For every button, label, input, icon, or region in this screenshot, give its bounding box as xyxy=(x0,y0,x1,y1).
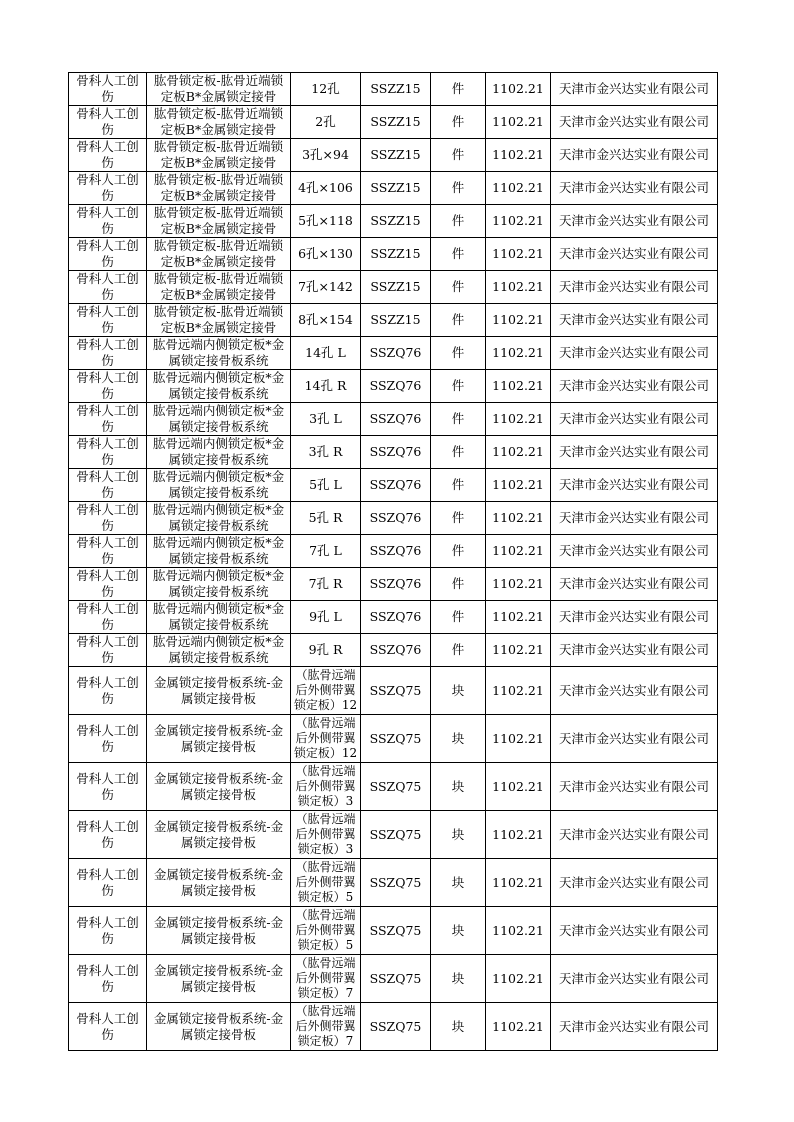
company-cell: 天津市金兴达实业有限公司 xyxy=(551,502,718,535)
product-name-cell: 肱骨锁定板-肱骨近端锁定板B*金属锁定接骨 xyxy=(147,238,291,271)
price-cell: 1102.21 xyxy=(486,1003,551,1051)
code-cell: SSZQ76 xyxy=(361,502,431,535)
code-cell: SSZZ15 xyxy=(361,238,431,271)
product-name-cell: 金属锁定接骨板系统-金属锁定接骨板 xyxy=(147,955,291,1003)
code-cell: SSZZ15 xyxy=(361,205,431,238)
category-cell: 骨科人工创伤 xyxy=(69,271,147,304)
product-name-cell: 肱骨远端内侧锁定板*金属锁定接骨板系统 xyxy=(147,370,291,403)
table-row xyxy=(69,568,718,601)
unit-cell: 件 xyxy=(431,172,486,205)
table-row xyxy=(69,715,718,763)
category-cell: 骨科人工创伤 xyxy=(69,73,147,106)
category-cell: 骨科人工创伤 xyxy=(69,763,147,811)
spec-cell: （肱骨远端后外侧带翼锁定板）3 xyxy=(291,763,361,811)
product-name-cell: 金属锁定接骨板系统-金属锁定接骨板 xyxy=(147,859,291,907)
unit-cell: 件 xyxy=(431,304,486,337)
spec-cell: 14孔 L xyxy=(291,337,361,370)
code-cell: SSZQ75 xyxy=(361,1003,431,1051)
code-cell: SSZQ76 xyxy=(361,469,431,502)
unit-cell: 件 xyxy=(431,370,486,403)
company-cell: 天津市金兴达实业有限公司 xyxy=(551,859,718,907)
code-cell: SSZZ15 xyxy=(361,172,431,205)
product-name-cell: 金属锁定接骨板系统-金属锁定接骨板 xyxy=(147,667,291,715)
spec-cell: （肱骨远端后外侧带翼锁定板）7 xyxy=(291,955,361,1003)
product-name-cell: 肱骨锁定板-肱骨近端锁定板B*金属锁定接骨 xyxy=(147,304,291,337)
product-name-cell: 金属锁定接骨板系统-金属锁定接骨板 xyxy=(147,1003,291,1051)
category-cell: 骨科人工创伤 xyxy=(69,1003,147,1051)
code-cell: SSZQ75 xyxy=(361,715,431,763)
category-cell: 骨科人工创伤 xyxy=(69,634,147,667)
product-name-cell: 肱骨锁定板-肱骨近端锁定板B*金属锁定接骨 xyxy=(147,139,291,172)
code-cell: SSZQ76 xyxy=(361,634,431,667)
price-cell: 1102.21 xyxy=(486,337,551,370)
company-cell: 天津市金兴达实业有限公司 xyxy=(551,403,718,436)
unit-cell: 件 xyxy=(431,271,486,304)
product-name-cell: 肱骨远端内侧锁定板*金属锁定接骨板系统 xyxy=(147,601,291,634)
price-cell: 1102.21 xyxy=(486,502,551,535)
code-cell: SSZQ76 xyxy=(361,568,431,601)
code-cell: SSZQ76 xyxy=(361,370,431,403)
price-cell: 1102.21 xyxy=(486,601,551,634)
product-name-cell: 金属锁定接骨板系统-金属锁定接骨板 xyxy=(147,763,291,811)
table-row xyxy=(69,811,718,859)
unit-cell: 块 xyxy=(431,1003,486,1051)
company-cell: 天津市金兴达实业有限公司 xyxy=(551,634,718,667)
spec-cell: （肱骨远端后外侧带翼锁定板）3 xyxy=(291,811,361,859)
table-row xyxy=(69,238,718,271)
spec-cell: 4孔×106 xyxy=(291,172,361,205)
spec-cell: 2孔 xyxy=(291,106,361,139)
code-cell: SSZQ75 xyxy=(361,667,431,715)
company-cell: 天津市金兴达实业有限公司 xyxy=(551,436,718,469)
spec-cell: 7孔×142 xyxy=(291,271,361,304)
price-cell: 1102.21 xyxy=(486,304,551,337)
table-row xyxy=(69,271,718,304)
table-row xyxy=(69,205,718,238)
company-cell: 天津市金兴达实业有限公司 xyxy=(551,304,718,337)
code-cell: SSZQ76 xyxy=(361,403,431,436)
code-cell: SSZQ75 xyxy=(361,955,431,1003)
unit-cell: 件 xyxy=(431,502,486,535)
spec-cell: 14孔 R xyxy=(291,370,361,403)
price-cell: 1102.21 xyxy=(486,763,551,811)
product-name-cell: 肱骨锁定板-肱骨近端锁定板B*金属锁定接骨 xyxy=(147,106,291,139)
code-cell: SSZZ15 xyxy=(361,73,431,106)
code-cell: SSZQ75 xyxy=(361,811,431,859)
company-cell: 天津市金兴达实业有限公司 xyxy=(551,568,718,601)
unit-cell: 件 xyxy=(431,238,486,271)
table-row xyxy=(69,859,718,907)
company-cell: 天津市金兴达实业有限公司 xyxy=(551,811,718,859)
table-row xyxy=(69,667,718,715)
price-cell: 1102.21 xyxy=(486,139,551,172)
unit-cell: 件 xyxy=(431,535,486,568)
unit-cell: 块 xyxy=(431,907,486,955)
company-cell: 天津市金兴达实业有限公司 xyxy=(551,337,718,370)
price-cell: 1102.21 xyxy=(486,667,551,715)
category-cell: 骨科人工创伤 xyxy=(69,238,147,271)
company-cell: 天津市金兴达实业有限公司 xyxy=(551,205,718,238)
product-name-cell: 肱骨远端内侧锁定板*金属锁定接骨板系统 xyxy=(147,568,291,601)
category-cell: 骨科人工创伤 xyxy=(69,337,147,370)
category-cell: 骨科人工创伤 xyxy=(69,403,147,436)
spec-cell: （肱骨远端后外侧带翼锁定板）12 xyxy=(291,715,361,763)
table-row xyxy=(69,763,718,811)
code-cell: SSZZ15 xyxy=(361,106,431,139)
price-cell: 1102.21 xyxy=(486,469,551,502)
price-cell: 1102.21 xyxy=(486,403,551,436)
product-name-cell: 肱骨远端内侧锁定板*金属锁定接骨板系统 xyxy=(147,502,291,535)
price-cell: 1102.21 xyxy=(486,535,551,568)
product-name-cell: 肱骨远端内侧锁定板*金属锁定接骨板系统 xyxy=(147,634,291,667)
product-name-cell: 肱骨锁定板-肱骨近端锁定板B*金属锁定接骨 xyxy=(147,205,291,238)
code-cell: SSZQ75 xyxy=(361,763,431,811)
unit-cell: 块 xyxy=(431,859,486,907)
price-cell: 1102.21 xyxy=(486,634,551,667)
spec-cell: 3孔 L xyxy=(291,403,361,436)
company-cell: 天津市金兴达实业有限公司 xyxy=(551,667,718,715)
table-row xyxy=(69,955,718,1003)
product-name-cell: 金属锁定接骨板系统-金属锁定接骨板 xyxy=(147,715,291,763)
unit-cell: 块 xyxy=(431,811,486,859)
table-row xyxy=(69,1003,718,1051)
price-cell: 1102.21 xyxy=(486,370,551,403)
category-cell: 骨科人工创伤 xyxy=(69,667,147,715)
unit-cell: 块 xyxy=(431,955,486,1003)
category-cell: 骨科人工创伤 xyxy=(69,502,147,535)
unit-cell: 件 xyxy=(431,205,486,238)
spec-cell: （肱骨远端后外侧带翼锁定板）7 xyxy=(291,1003,361,1051)
spec-cell: （肱骨远端后外侧带翼锁定板）12 xyxy=(291,667,361,715)
unit-cell: 件 xyxy=(431,634,486,667)
company-cell: 天津市金兴达实业有限公司 xyxy=(551,535,718,568)
category-cell: 骨科人工创伤 xyxy=(69,715,147,763)
company-cell: 天津市金兴达实业有限公司 xyxy=(551,172,718,205)
spec-cell: 12孔 xyxy=(291,73,361,106)
table-row xyxy=(69,601,718,634)
category-cell: 骨科人工创伤 xyxy=(69,601,147,634)
product-name-cell: 肱骨远端内侧锁定板*金属锁定接骨板系统 xyxy=(147,535,291,568)
table-row xyxy=(69,172,718,205)
table-row xyxy=(69,634,718,667)
price-cell: 1102.21 xyxy=(486,568,551,601)
table-row xyxy=(69,106,718,139)
price-cell: 1102.21 xyxy=(486,271,551,304)
spec-cell: 3孔 R xyxy=(291,436,361,469)
product-name-cell: 金属锁定接骨板系统-金属锁定接骨板 xyxy=(147,811,291,859)
company-cell: 天津市金兴达实业有限公司 xyxy=(551,271,718,304)
category-cell: 骨科人工创伤 xyxy=(69,436,147,469)
table-row xyxy=(69,139,718,172)
table-row xyxy=(69,436,718,469)
code-cell: SSZQ76 xyxy=(361,337,431,370)
spec-cell: 9孔 L xyxy=(291,601,361,634)
unit-cell: 块 xyxy=(431,667,486,715)
company-cell: 天津市金兴达实业有限公司 xyxy=(551,907,718,955)
unit-cell: 件 xyxy=(431,139,486,172)
price-cell: 1102.21 xyxy=(486,715,551,763)
company-cell: 天津市金兴达实业有限公司 xyxy=(551,763,718,811)
category-cell: 骨科人工创伤 xyxy=(69,469,147,502)
table-row xyxy=(69,304,718,337)
spec-cell: 7孔 L xyxy=(291,535,361,568)
category-cell: 骨科人工创伤 xyxy=(69,205,147,238)
category-cell: 骨科人工创伤 xyxy=(69,535,147,568)
code-cell: SSZZ15 xyxy=(361,139,431,172)
product-name-cell: 肱骨锁定板-肱骨近端锁定板B*金属锁定接骨 xyxy=(147,172,291,205)
spec-cell: 5孔×118 xyxy=(291,205,361,238)
price-table xyxy=(68,72,718,1051)
code-cell: SSZQ75 xyxy=(361,859,431,907)
price-cell: 1102.21 xyxy=(486,907,551,955)
category-cell: 骨科人工创伤 xyxy=(69,106,147,139)
spec-cell: （肱骨远端后外侧带翼锁定板）5 xyxy=(291,859,361,907)
company-cell: 天津市金兴达实业有限公司 xyxy=(551,601,718,634)
spec-cell: 8孔×154 xyxy=(291,304,361,337)
spec-cell: 5孔 R xyxy=(291,502,361,535)
category-cell: 骨科人工创伤 xyxy=(69,859,147,907)
price-cell: 1102.21 xyxy=(486,955,551,1003)
category-cell: 骨科人工创伤 xyxy=(69,370,147,403)
unit-cell: 件 xyxy=(431,73,486,106)
category-cell: 骨科人工创伤 xyxy=(69,955,147,1003)
company-cell: 天津市金兴达实业有限公司 xyxy=(551,715,718,763)
category-cell: 骨科人工创伤 xyxy=(69,304,147,337)
code-cell: SSZQ76 xyxy=(361,535,431,568)
table-row xyxy=(69,502,718,535)
product-name-cell: 肱骨锁定板-肱骨近端锁定板B*金属锁定接骨 xyxy=(147,73,291,106)
code-cell: SSZQ75 xyxy=(361,907,431,955)
table-row xyxy=(69,535,718,568)
company-cell: 天津市金兴达实业有限公司 xyxy=(551,1003,718,1051)
spec-cell: 6孔×130 xyxy=(291,238,361,271)
unit-cell: 件 xyxy=(431,403,486,436)
category-cell: 骨科人工创伤 xyxy=(69,811,147,859)
company-cell: 天津市金兴达实业有限公司 xyxy=(551,238,718,271)
company-cell: 天津市金兴达实业有限公司 xyxy=(551,106,718,139)
unit-cell: 块 xyxy=(431,763,486,811)
product-name-cell: 肱骨远端内侧锁定板*金属锁定接骨板系统 xyxy=(147,403,291,436)
company-cell: 天津市金兴达实业有限公司 xyxy=(551,139,718,172)
price-cell: 1102.21 xyxy=(486,73,551,106)
spec-cell: 9孔 R xyxy=(291,634,361,667)
price-cell: 1102.21 xyxy=(486,205,551,238)
price-cell: 1102.21 xyxy=(486,106,551,139)
category-cell: 骨科人工创伤 xyxy=(69,568,147,601)
category-cell: 骨科人工创伤 xyxy=(69,172,147,205)
spec-cell: 5孔 L xyxy=(291,469,361,502)
company-cell: 天津市金兴达实业有限公司 xyxy=(551,370,718,403)
unit-cell: 件 xyxy=(431,337,486,370)
product-name-cell: 肱骨远端内侧锁定板*金属锁定接骨板系统 xyxy=(147,436,291,469)
unit-cell: 件 xyxy=(431,436,486,469)
table-row xyxy=(69,403,718,436)
unit-cell: 块 xyxy=(431,715,486,763)
category-cell: 骨科人工创伤 xyxy=(69,139,147,172)
spec-cell: 7孔 R xyxy=(291,568,361,601)
price-cell: 1102.21 xyxy=(486,436,551,469)
price-cell: 1102.21 xyxy=(486,859,551,907)
table-row xyxy=(69,337,718,370)
unit-cell: 件 xyxy=(431,601,486,634)
price-cell: 1102.21 xyxy=(486,238,551,271)
unit-cell: 件 xyxy=(431,568,486,601)
unit-cell: 件 xyxy=(431,469,486,502)
code-cell: SSZQ76 xyxy=(361,601,431,634)
product-name-cell: 肱骨锁定板-肱骨近端锁定板B*金属锁定接骨 xyxy=(147,271,291,304)
code-cell: SSZZ15 xyxy=(361,304,431,337)
unit-cell: 件 xyxy=(431,106,486,139)
table-row xyxy=(69,907,718,955)
spec-cell: 3孔×94 xyxy=(291,139,361,172)
spec-cell: （肱骨远端后外侧带翼锁定板）5 xyxy=(291,907,361,955)
company-cell: 天津市金兴达实业有限公司 xyxy=(551,469,718,502)
product-name-cell: 金属锁定接骨板系统-金属锁定接骨板 xyxy=(147,907,291,955)
table-body xyxy=(69,73,718,1051)
table-row xyxy=(69,370,718,403)
price-cell: 1102.21 xyxy=(486,172,551,205)
category-cell: 骨科人工创伤 xyxy=(69,907,147,955)
code-cell: SSZZ15 xyxy=(361,271,431,304)
company-cell: 天津市金兴达实业有限公司 xyxy=(551,73,718,106)
product-name-cell: 肱骨远端内侧锁定板*金属锁定接骨板系统 xyxy=(147,469,291,502)
product-name-cell: 肱骨远端内侧锁定板*金属锁定接骨板系统 xyxy=(147,337,291,370)
table-row xyxy=(69,73,718,106)
price-cell: 1102.21 xyxy=(486,811,551,859)
code-cell: SSZQ76 xyxy=(361,436,431,469)
company-cell: 天津市金兴达实业有限公司 xyxy=(551,955,718,1003)
table-row xyxy=(69,469,718,502)
